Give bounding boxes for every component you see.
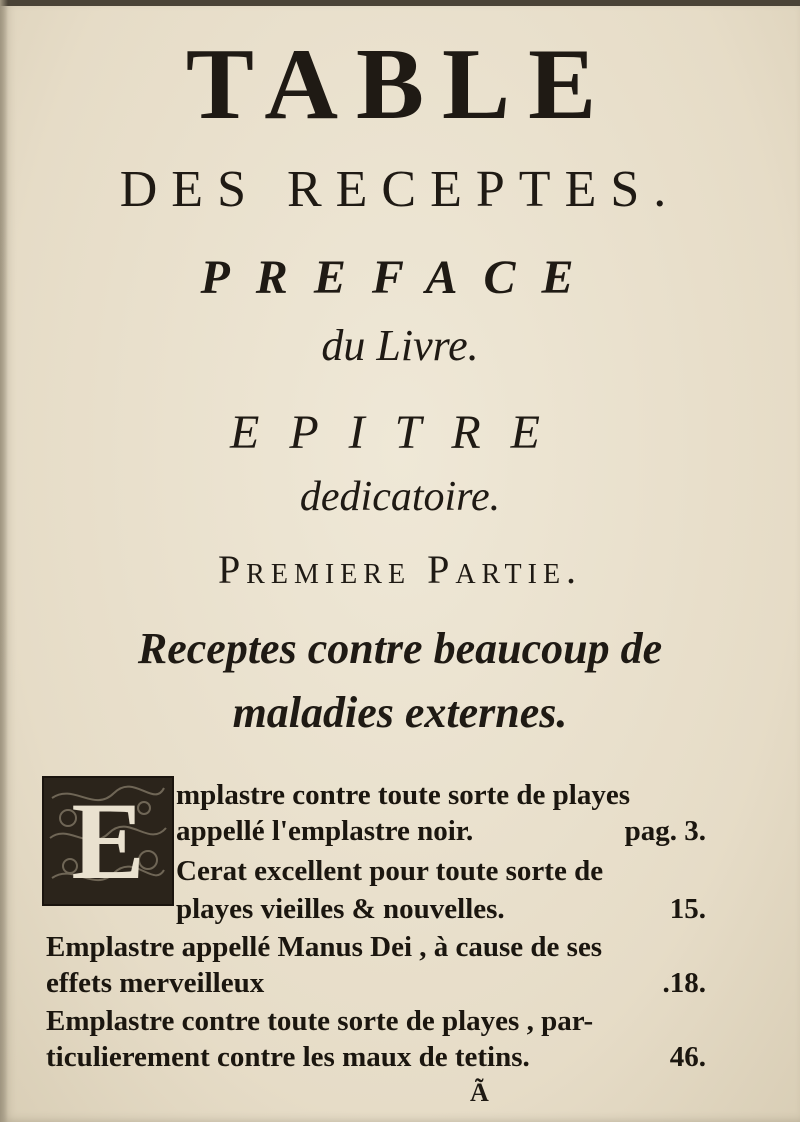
- entry-3-text: effets merveilleux: [46, 967, 265, 999]
- entry-1-text: appellé l'emplastre noir.: [176, 815, 474, 847]
- entry-4-text: ticulierement contre les maux de tetins.: [46, 1041, 530, 1073]
- part-subtitle-line-1: Receptes contre beaucoup de: [137, 624, 663, 673]
- entry-1-line-2: [176, 812, 706, 850]
- part-subtitle-line-2: maladies externes.: [232, 688, 568, 737]
- heading-premiere-partie: Premiere Partie.: [217, 547, 583, 592]
- entry-2-line-2: [176, 890, 706, 928]
- catchword: Ã: [470, 1078, 489, 1107]
- heading-epitre-subtitle: dedicatoire.: [299, 474, 501, 520]
- entry-3-page: .18.: [662, 967, 706, 999]
- entry-2-page: 15.: [669, 893, 706, 925]
- title-des-receptes: DES RECEPTES.: [119, 161, 681, 218]
- ornamental-dropcap: [42, 776, 174, 906]
- entry-1-line-1: mplastre contre toute sorte de playes: [176, 779, 630, 811]
- entry-1-page: pag. 3.: [624, 815, 706, 847]
- entry-2-line-1: Cerat excellent pour toute sorte de: [176, 855, 604, 887]
- entry-4-page: 46.: [669, 1041, 706, 1073]
- entry-4-line-1: Emplastre contre toute sorte de playes , par-: [46, 1005, 594, 1037]
- heading-epitre: EPITRE: [230, 406, 570, 459]
- dropcap-letter: E: [71, 780, 145, 902]
- title-table: TABLE: [185, 28, 615, 141]
- heading-preface-subtitle: du Livre.: [321, 321, 479, 370]
- entry-4-line-2: [46, 1038, 706, 1076]
- entry-3-line-2: [46, 964, 706, 1002]
- entry-2-text: playes vieilles & nouvelles.: [176, 893, 505, 925]
- entry-3-line-1: Emplastre appellé Manus Dei , à cause de ses: [46, 931, 603, 963]
- heading-preface: PREFACE: [200, 251, 600, 304]
- page-top-edge: [0, 0, 800, 6]
